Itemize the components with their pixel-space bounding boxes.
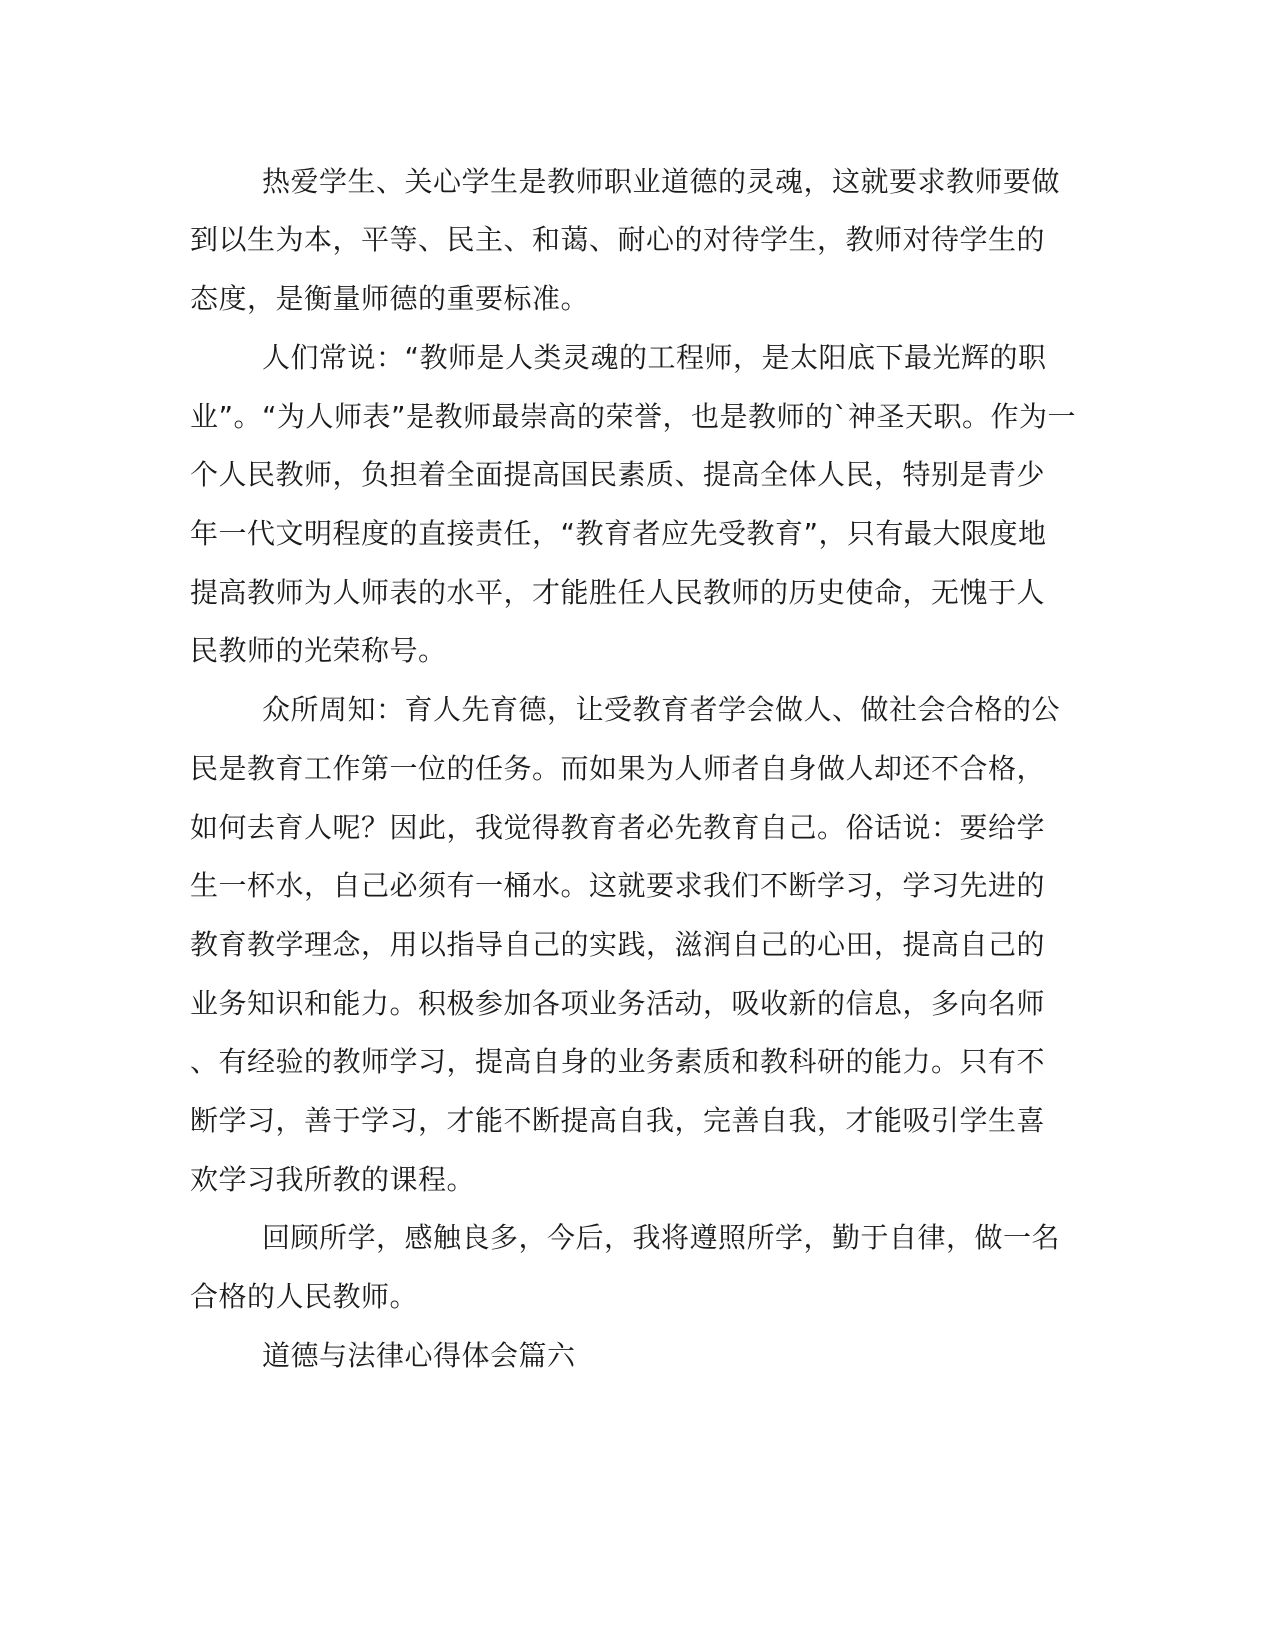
paragraph-3-line-3: 如何去育人呢？因此，我觉得教育者必先教育自己。俗话说：要给学 (190, 811, 1046, 844)
paragraph-3-line-4: 生一杯水，自己必须有一桶水。这就要求我们不断学习，学习先进的 (190, 869, 1046, 902)
paragraph-2-line-6: 民教师的光荣称号。 (190, 634, 447, 667)
paragraph-2-line-4: 年一代文明程度的直接责任，“教育者应先受教育”，只有最大限度地 (190, 517, 1047, 550)
paragraph-3-line-6: 业务知识和能力。积极参加各项业务活动，吸收新的信息，多向名师 (190, 987, 1046, 1020)
paragraph-2-line-3: 个人民教师，负担着全面提高国民素质、提高全体人民，特别是青少 (190, 458, 1046, 491)
paragraph-3-line-9: 欢学习我所教的课程。 (190, 1163, 476, 1196)
paragraph-2-line-1: 人们常说：“教师是人类灵魂的工程师，是太阳底下最光辉的职 (262, 341, 1047, 374)
paragraph-3-line-2: 民是教育工作第一位的任务。而如果为人师者自身做人却还不合格， (190, 752, 1046, 785)
paragraph-3-line-7: 、有经验的教师学习，提高自身的业务素质和教科研的能力。只有不 (190, 1045, 1046, 1078)
paragraph-3-line-5: 教育教学理念，用以指导自己的实践，滋润自己的心田，提高自己的 (190, 928, 1046, 961)
paragraph-3-line-1: 众所周知：育人先育德，让受教育者学会做人、做社会合格的公 (262, 693, 1061, 726)
paragraph-4-line-1: 回顾所学，感触良多，今后，我将遵照所学，勤于自律，做一名 (262, 1221, 1061, 1254)
paragraph-2-line-5: 提高教师为人师表的水平，才能胜任人民教师的历史使命，无愧于人 (190, 576, 1046, 609)
paragraph-3-line-8: 断学习，善于学习，才能不断提高自我，完善自我，才能吸引学生喜 (190, 1104, 1046, 1137)
paragraph-1-line-2: 到以生为本，平等、民主、和蔼、耐心的对待学生，教师对待学生的 (190, 223, 1046, 256)
paragraph-4-line-2: 合格的人民教师。 (190, 1280, 419, 1313)
section-heading: 道德与法律心得体会篇六 (262, 1339, 576, 1372)
paragraph-1-line-1: 热爱学生、关心学生是教师职业道德的灵魂，这就要求教师要做 (262, 165, 1061, 198)
paragraph-1-line-3: 态度，是衡量师德的重要标准。 (190, 282, 590, 315)
paragraph-2-line-2: 业”。“为人师表”是教师最崇高的荣誉，也是教师的`神圣天职。作为一 (190, 400, 1077, 433)
